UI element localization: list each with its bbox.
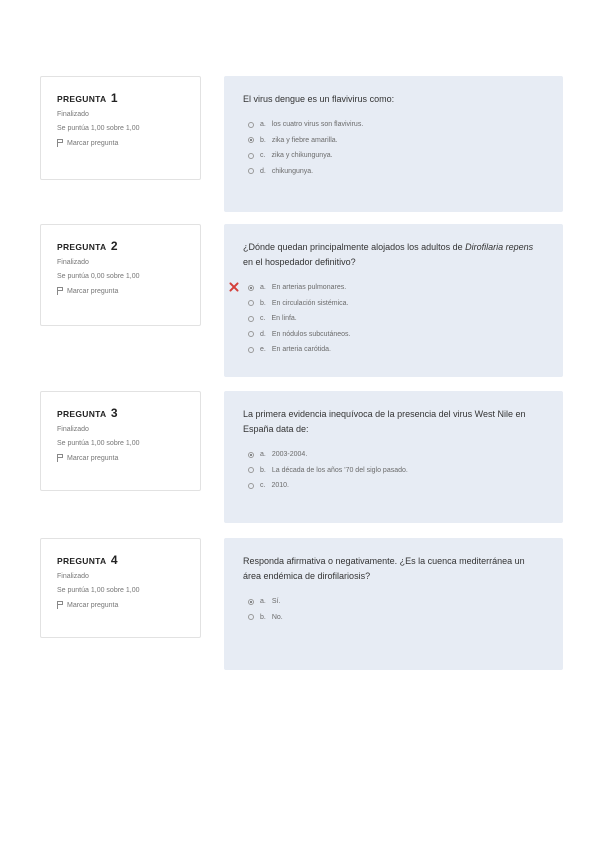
radio-button[interactable] — [248, 347, 254, 353]
question-text: El virus dengue es un flavivirus como: — [243, 94, 395, 104]
question-text: Responda afirmativa o negativamente. ¿Es la cuenca mediterránea un área endémica de dirofilariosis? — [243, 556, 525, 581]
question-content — [224, 538, 563, 670]
flag-question-link[interactable]: Marcar pregunta — [57, 454, 186, 462]
question-score: Se puntúa 1,00 sobre 1,00 — [57, 587, 140, 594]
question-info — [40, 538, 201, 638]
radio-button[interactable] — [248, 300, 254, 306]
question-info — [40, 224, 201, 326]
flag-question-link[interactable]: Marcar pregunta — [57, 601, 186, 609]
flag-icon — [57, 139, 64, 147]
question-content — [224, 224, 563, 377]
answer-option[interactable]: a. Sí. — [243, 594, 545, 610]
radio-button[interactable] — [248, 122, 254, 128]
flag-icon — [57, 454, 64, 462]
question-text: ¿Dónde quedan principalmente alojados los adultos de Dirofilaria repens en el hospedador definitivo? — [243, 242, 534, 267]
flag-question-link[interactable]: Marcar pregunta — [57, 139, 186, 147]
question-number: PREGUNTA 2 — [57, 239, 118, 253]
question-score: Se puntúa 0,00 sobre 1,00 — [57, 273, 140, 280]
radio-button[interactable] — [248, 285, 254, 291]
radio-button[interactable] — [248, 153, 254, 159]
radio-button[interactable] — [248, 452, 254, 458]
answer-option[interactable]: b. zika y fiebre amarilla. — [243, 133, 545, 149]
answer-option[interactable]: c. En linfa. — [243, 311, 545, 327]
answer-option[interactable]: c. zika y chikungunya. — [243, 148, 545, 164]
question-number: PREGUNTA 1 — [57, 91, 118, 105]
question-text: La primera evidencia inequívoca de la presencia del virus West Nile en España data de: — [243, 409, 526, 434]
radio-button[interactable] — [248, 467, 254, 473]
question-status: Finalizado — [57, 111, 89, 118]
answer-option[interactable]: a. 2003-2004. — [243, 447, 545, 463]
question-status: Finalizado — [57, 573, 89, 580]
question-status: Finalizado — [57, 259, 89, 266]
question-score: Se puntúa 1,00 sobre 1,00 — [57, 440, 140, 447]
radio-button[interactable] — [248, 599, 254, 605]
answer-options — [243, 280, 545, 358]
answer-option[interactable]: a. los cuatro virus son flavivirus. — [243, 117, 545, 133]
question-status: Finalizado — [57, 426, 89, 433]
answer-options — [243, 447, 545, 494]
question-content — [224, 391, 563, 523]
radio-button[interactable] — [248, 137, 254, 143]
answer-option[interactable]: a. En arterias pulmonares. — [243, 280, 545, 296]
flag-question-link[interactable]: Marcar pregunta — [57, 287, 186, 295]
radio-button[interactable] — [248, 168, 254, 174]
answer-option[interactable]: c. 2010. — [243, 478, 545, 494]
flag-icon — [57, 287, 64, 295]
flag-icon — [57, 601, 64, 609]
radio-button[interactable] — [248, 316, 254, 322]
answer-option[interactable]: d. En nódulos subcutáneos. — [243, 327, 545, 343]
radio-button[interactable] — [248, 331, 254, 337]
question-number: PREGUNTA 4 — [57, 553, 118, 567]
incorrect-icon — [228, 281, 240, 293]
answer-option[interactable]: b. En circulación sistémica. — [243, 296, 545, 312]
question-content — [224, 76, 563, 212]
radio-button[interactable] — [248, 614, 254, 620]
question-score: Se puntúa 1,00 sobre 1,00 — [57, 125, 140, 132]
answer-option[interactable]: b. La década de los años '70 del siglo pasado. — [243, 463, 545, 479]
question-info — [40, 76, 201, 180]
radio-button[interactable] — [248, 483, 254, 489]
answer-options — [243, 594, 545, 625]
answer-option[interactable]: e. En arteria carótida. — [243, 342, 545, 358]
answer-option[interactable]: b. No. — [243, 610, 545, 626]
question-info — [40, 391, 201, 491]
question-number: PREGUNTA 3 — [57, 406, 118, 420]
answer-option[interactable]: d. chikungunya. — [243, 164, 545, 180]
answer-options — [243, 117, 545, 179]
